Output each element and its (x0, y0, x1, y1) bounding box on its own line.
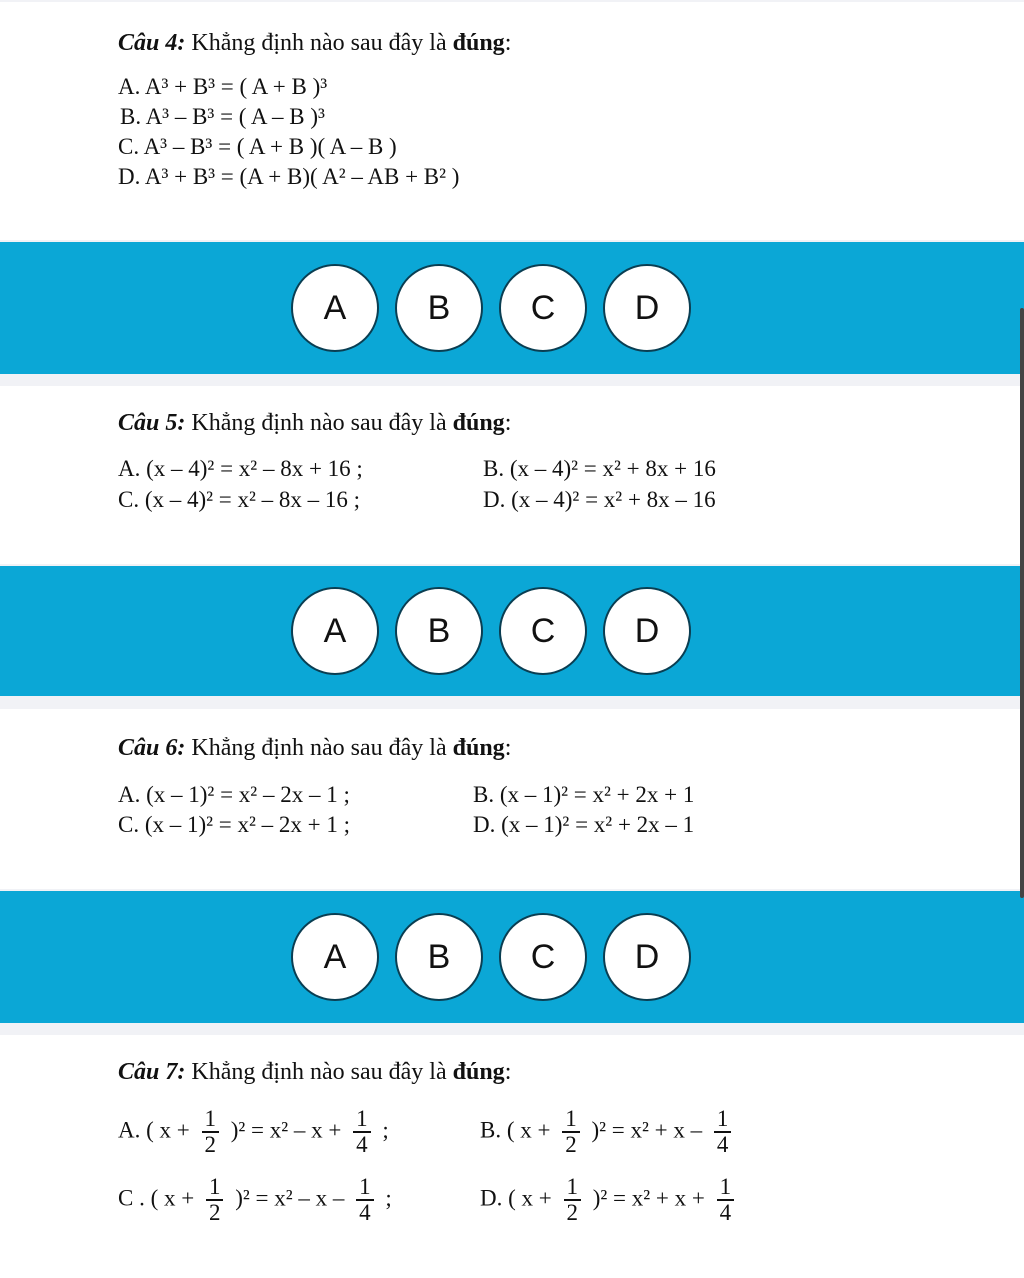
choice-a-button[interactable]: A (291, 913, 379, 1001)
question-card-5 (0, 386, 1024, 564)
option-a: A. (x – 1)² = x² – 2x – 1 ; (118, 782, 350, 807)
option-d: D. (x – 4)² = x² + 8x – 16 (483, 487, 716, 512)
option-b: B. ( x + $\frac{1}{2}$ )² = x² + x – $\frac{1}{4}$ (480, 1107, 737, 1157)
fraction: $\frac{1}{2}$ (564, 1175, 582, 1225)
fraction: $\frac{1}{4}$ (353, 1107, 371, 1157)
option-c: C. (x – 1)² = x² – 2x + 1 ; (118, 812, 351, 837)
option-d: D. ( x + $\frac{1}{2}$ )² = x² + x + $\frac{1}{4}$ (480, 1175, 740, 1225)
fraction: $\frac{1}{4}$ (717, 1175, 735, 1225)
scrollbar-thumb[interactable] (1020, 308, 1024, 898)
choice-c-button[interactable]: C (499, 264, 587, 352)
question-card-4 (0, 2, 1024, 240)
choice-b-button[interactable]: B (395, 264, 483, 352)
option-b: B. A³ – B³ = ( A – B )³ (120, 104, 325, 129)
answer-band-q5 (0, 566, 1024, 696)
option-c: C. (x – 4)² = x² – 8x – 16 ; (118, 487, 361, 512)
question-title: Câu 5: Khẳng định nào sau đây là đúng: (118, 410, 512, 436)
question-card-7 (0, 1035, 1024, 1278)
choice-d-button[interactable]: D (603, 264, 691, 352)
fraction: $\frac{1}{4}$ (714, 1107, 732, 1157)
choice-b-button[interactable]: B (395, 587, 483, 675)
choice-d-button[interactable]: D (603, 587, 691, 675)
answer-band-q6 (0, 891, 1024, 1023)
question-title: Câu 6: Khẳng định nào sau đây là đúng: (118, 735, 512, 761)
choice-d-button[interactable]: D (603, 913, 691, 1001)
question-title: Câu 4: Khẳng định nào sau đây là đúng: (118, 30, 512, 56)
fraction: $\frac{1}{2}$ (206, 1175, 224, 1225)
choice-c-button[interactable]: C (499, 587, 587, 675)
choice-a-button[interactable]: A (291, 587, 379, 675)
option-b: B. (x – 1)² = x² + 2x + 1 (473, 782, 695, 807)
answer-band-q4 (0, 242, 1024, 374)
question-title: Câu 7: Khẳng định nào sau đây là đúng: (118, 1059, 512, 1085)
question-card-6 (0, 709, 1024, 889)
fraction: $\frac{1}{4}$ (356, 1175, 374, 1225)
choice-c-button[interactable]: C (499, 913, 587, 1001)
option-a: A. A³ + B³ = ( A + B )³ (118, 74, 328, 99)
option-d: D. A³ + B³ = (A + B)( A² – AB + B² ) (118, 164, 460, 189)
choice-b-button[interactable]: B (395, 913, 483, 1001)
option-c: C. A³ – B³ = ( A + B )( A – B ) (118, 134, 397, 159)
fraction: $\frac{1}{2}$ (562, 1107, 580, 1157)
option-a: A. ( x + $\frac{1}{2}$ )² = x² – x + $\frac{1}{4}$ ; (118, 1106, 389, 1158)
option-b: B. (x – 4)² = x² + 8x + 16 (483, 456, 716, 481)
option-d: D. (x – 1)² = x² + 2x – 1 (473, 812, 695, 837)
choice-a-button[interactable]: A (291, 264, 379, 352)
option-c: C . ( x + $\frac{1}{2}$ )² = x² – x – $\frac{1}{4}$ ; (118, 1174, 392, 1226)
option-a: A. (x – 4)² = x² – 8x + 16 ; (118, 456, 363, 481)
fraction: $\frac{1}{2}$ (202, 1107, 220, 1157)
